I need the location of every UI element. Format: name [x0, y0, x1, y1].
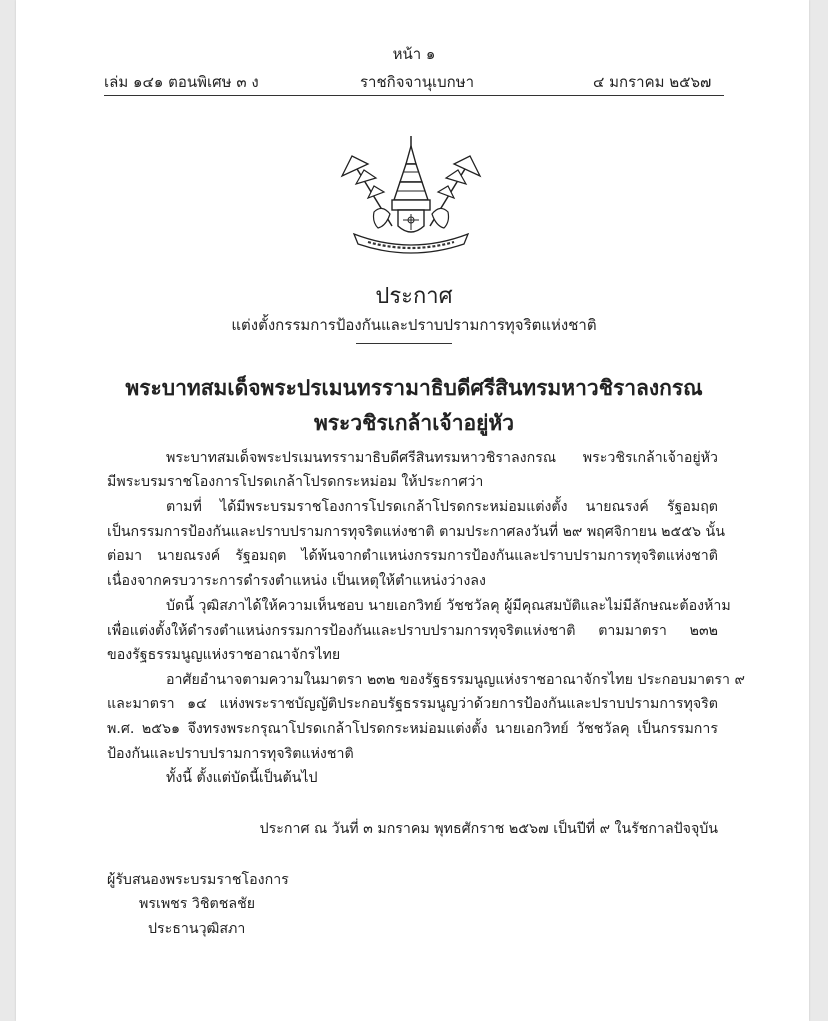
royal-crown-emblem-icon	[334, 134, 484, 254]
body-line: พ.ศ. ๒๕๖๑ จึงทรงพระกรุณาโปรดเกล้าโปรดกระหม่อมแต่งตั้ง นายเอกวิทย์ วัชชวัลคุ เป็นกรรมการ	[107, 721, 718, 737]
signatory-name: พรเพชร วิชิตชลชัย	[139, 896, 256, 912]
body-line: พระบาทสมเด็จพระปรเมนทรรามาธิบดีศรีสินทรมหาวชิราลงกรณ พระวชิรเกล้าเจ้าอยู่หัว	[166, 450, 718, 466]
body-line: และมาตรา ๑๔ แห่งพระราชบัญญัติประกอบรัฐธรรมนูญว่าด้วยการป้องกันและปราบปรามการทุจริต	[107, 696, 718, 712]
header-rule	[104, 95, 724, 96]
body-line: มีพระบรมราชโองการโปรดเกล้าโปรดกระหม่อม ให้ประกาศว่า	[107, 474, 484, 490]
gazette-date: ๔ มกราคม ๒๕๖๗	[593, 73, 712, 91]
body-line: ตามที่ ได้มีพระบรมราชโองการโปรดเกล้าโปรดกระหม่อมแต่งตั้ง นายณรงค์ รัฐอมฤต	[166, 499, 718, 515]
body-line: เพื่อแต่งตั้งให้ดำรงตำแหน่งกรรมการป้องกันและปราบปรามการทุจริตแห่งชาติ ตามมาตรา ๒๓๒	[107, 623, 718, 639]
proclamation-date: ประกาศ ณ วันที่ ๓ มกราคม พุทธศักราช ๒๕๖๗ เป็นปีที่ ๙ ในรัชกาลปัจจุบัน	[259, 821, 718, 837]
body-line: ต่อมา นายณรงค์ รัฐอมฤต ได้พ้นจากตำแหน่งกรรมการป้องกันและปราบปรามการทุจริตแห่งชาติ	[107, 548, 718, 564]
body-line: เป็นกรรมการป้องกันและปราบปรามการทุจริตแห่งชาติ ตามประกาศลงวันที่ ๒๙ พฤศจิกายน ๒๕๕๖ นั้น	[107, 524, 725, 540]
body-line: บัดนี้ วุฒิสภาได้ให้ความเห็นชอบ นายเอกวิทย์ วัชชวัลคุ ผู้มีคุณสมบัติและไม่มีลักษณะต้องห้าม	[166, 598, 731, 614]
body-line: อาศัยอำนาจตามความในมาตรา ๒๓๒ ของรัฐธรรมนูญแห่งราชอาณาจักรไทย ประกอบมาตรา ๙	[166, 672, 745, 688]
announcement-subtitle: แต่งตั้งกรรมการป้องกันและปราบปรามการทุจริตแห่งชาติ	[231, 316, 597, 334]
body-line: ทั้งนี้ ตั้งแต่บัดนี้เป็นต้นไป	[166, 770, 318, 786]
volume-info: เล่ม ๑๔๑ ตอนพิเศษ ๓ ง	[104, 73, 259, 91]
king-name-line-1: พระบาทสมเด็จพระปรเมนทรรามาธิบดีศรีสินทรมหาวชิราลงกรณ	[125, 375, 703, 400]
title-divider	[356, 343, 452, 344]
body-line: เนื่องจากครบวาระการดำรงตำแหน่ง เป็นเหตุให้ตำแหน่งว่างลง	[107, 573, 486, 589]
announcement-title: ประกาศ	[375, 284, 453, 309]
countersign-label: ผู้รับสนองพระบรมราชโองการ	[107, 872, 289, 888]
body-line: ของรัฐธรรมนูญแห่งราชอาณาจักรไทย	[107, 647, 341, 663]
king-name-line-2: พระวชิรเกล้าเจ้าอยู่หัว	[313, 410, 515, 435]
gazette-name: ราชกิจจานุเบกษา	[360, 73, 475, 91]
signatory-position: ประธานวุฒิสภา	[148, 921, 246, 937]
page-number: หน้า ๑	[392, 45, 436, 63]
body-line: ป้องกันและปราบปรามการทุจริตแห่งชาติ	[107, 746, 354, 762]
